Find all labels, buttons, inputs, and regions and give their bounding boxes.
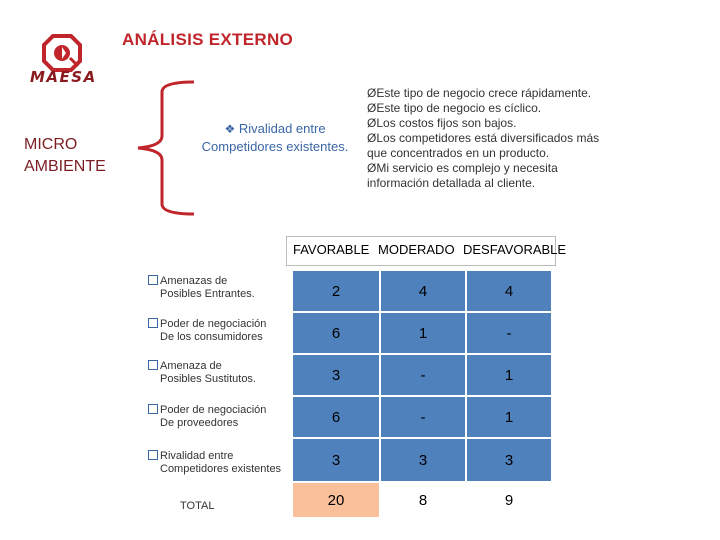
arrow-bullet-icon: Ø <box>367 161 377 175</box>
topic-text <box>190 120 360 155</box>
section-label-line2: AMBIENTE <box>24 158 106 175</box>
factor-label: Rivalidad entre Competidores existentes <box>148 450 281 476</box>
header-favorable: FAVORABLE <box>293 242 370 257</box>
bullet-list <box>367 86 617 191</box>
page-title: ANÁLISIS EXTERNO <box>122 30 294 49</box>
bullet-item: ØMi servicio es complejo y necesita <box>367 161 558 175</box>
table-cell: 3 <box>466 438 552 482</box>
arrow-bullet-icon: Ø <box>367 101 377 115</box>
arrow-bullet-icon: Ø <box>367 86 377 100</box>
bullet-item: ØLos competidores está diversificados más <box>367 131 600 145</box>
bullet-item-cont: que concentrados en un producto. <box>367 146 550 160</box>
bullet-item: ØLos costos fijos son bajos. <box>367 116 517 130</box>
diamond-bullet-icon: ❖ <box>224 122 236 136</box>
logo-text: MAESA <box>30 68 97 86</box>
topic-line2: Competidores existentes. <box>201 139 349 154</box>
table-cell: 3 <box>292 438 380 482</box>
section-label <box>24 134 106 178</box>
table-cell: 1 <box>466 396 552 438</box>
bullet-item: ØEste tipo de negocio es cíclico. <box>367 101 542 115</box>
section-label-line1: MICRO <box>24 136 78 153</box>
table-cell: 6 <box>292 312 380 354</box>
total-cell: 20 <box>292 482 380 518</box>
table-cell: - <box>380 354 466 396</box>
checkbox-bullet-icon <box>148 450 158 460</box>
arrow-bullet-icon: Ø <box>367 116 377 130</box>
total-cell: 9 <box>466 482 552 518</box>
table-cell: 6 <box>292 396 380 438</box>
table-cell: 2 <box>292 270 380 312</box>
table-cell: 4 <box>380 270 466 312</box>
factor-label: Amenaza de Posibles Sustitutos. <box>148 360 256 386</box>
table-cell: 1 <box>466 354 552 396</box>
table-cell: 1 <box>380 312 466 354</box>
table-cell: 4 <box>466 270 552 312</box>
checkbox-bullet-icon <box>148 404 158 414</box>
topic-line1: Rivalidad entre <box>238 121 326 136</box>
table-cell: 3 <box>380 438 466 482</box>
checkbox-bullet-icon <box>148 360 158 370</box>
factor-label: Poder de negociación De proveedores <box>148 404 266 430</box>
header-desfavorable: DESFAVORABLE <box>463 242 567 257</box>
checkbox-bullet-icon <box>148 318 158 328</box>
header-moderado: MODERADO <box>378 242 455 257</box>
factor-label: Amenazas de Posibles Entrantes. <box>148 275 255 301</box>
arrow-bullet-icon: Ø <box>367 131 377 145</box>
bullet-item-cont: información detallada al cliente. <box>367 176 536 190</box>
table-cell: - <box>380 396 466 438</box>
factor-label: Poder de negociación De los consumidores <box>148 318 266 344</box>
checkbox-bullet-icon <box>148 275 158 285</box>
total-label: TOTAL <box>180 500 215 512</box>
bullet-item: ØEste tipo de negocio crece rápidamente. <box>367 86 592 100</box>
table-cell: - <box>466 312 552 354</box>
total-cell: 8 <box>380 482 466 518</box>
table-cell: 3 <box>292 354 380 396</box>
